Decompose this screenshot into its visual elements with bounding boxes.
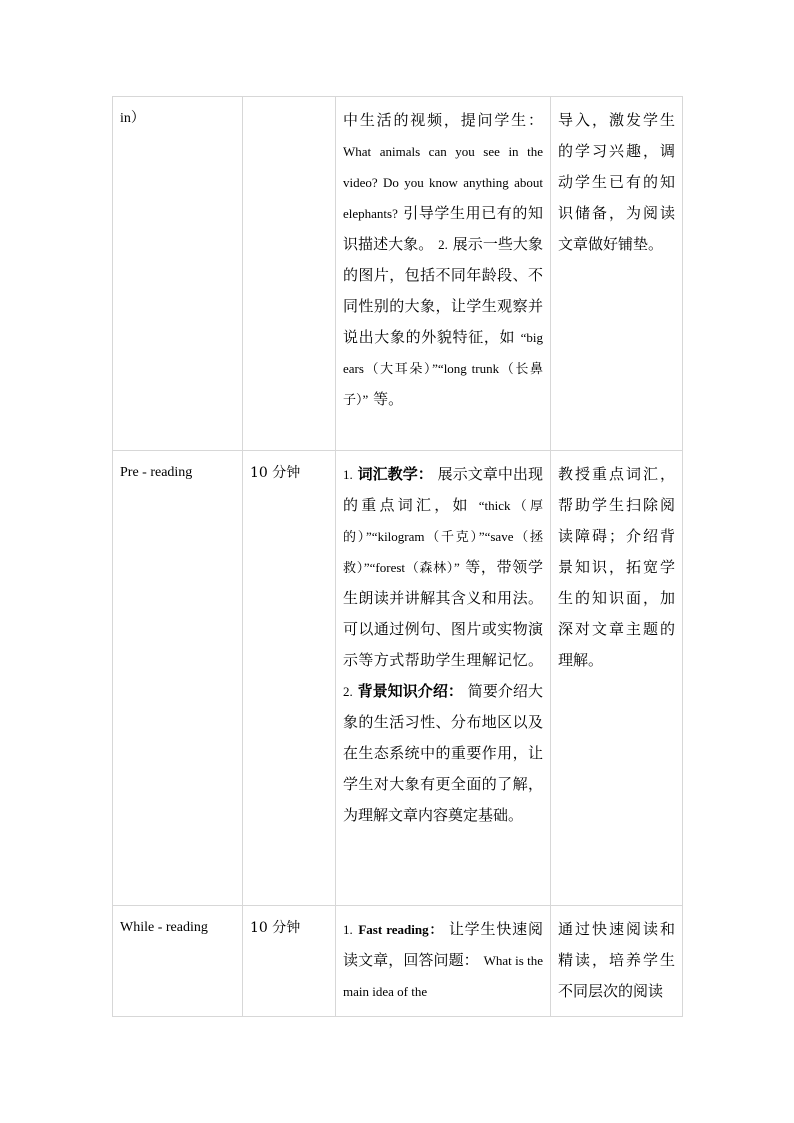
lesson-plan-table (112, 96, 683, 1017)
activity-text (336, 906, 550, 1007)
time-cell (243, 906, 336, 1017)
activity-text-part: 等。 (373, 390, 404, 408)
activity-step-number: 2. (343, 684, 353, 699)
activity-step-number: 2. (438, 237, 448, 252)
activity-cell (336, 451, 551, 906)
purpose-cell (551, 906, 683, 1017)
time-label: 10 分钟 (250, 920, 301, 936)
stage-cell (113, 906, 243, 1017)
activity-step-heading: Fast reading： (358, 922, 444, 937)
purpose-text: 通过快速阅读和精读，培养学生不同层次的阅读 (558, 920, 675, 1000)
purpose-cell (551, 97, 683, 451)
stage-label: Pre - reading (120, 465, 193, 480)
activity-vocabulary-examples: “big ears（大耳朵）”“long trunk（长鼻子）” (343, 330, 543, 407)
time-label: 10 分钟 (250, 465, 301, 481)
activity-text-part: 展示一些大象的图片，包括不同年龄段、不同性别的大象，让学生观察并说出大象的外貌特征，如 (343, 235, 543, 346)
activity-text-part: 让学生快速阅读文章，回答问题： (343, 920, 543, 969)
activity-text-part: 展示文章中出现的重点词汇，如 (343, 465, 543, 514)
activity-text-part: 简要介绍大象的生活习性、分布地区以及在生态系统中的重要作用，让学生对大象有更全面的了解，为理解文章内容奠定基础。 (343, 682, 543, 824)
activity-step-heading: 词汇教学： (357, 465, 433, 483)
activity-cell (336, 97, 551, 451)
purpose-cell (551, 451, 683, 906)
activity-text (336, 451, 550, 831)
activity-text-part: 等，带领学生朗读并讲解其含义和用法。可以通过例句、图片或实物演示等方式帮助学生理解记忆。 (343, 558, 543, 669)
table-row (113, 906, 683, 1017)
stage-cell (113, 97, 243, 451)
activity-english-question: What animals can you see in the video? Do you know anything about elephants? (343, 144, 543, 221)
stage-label: in） (120, 111, 145, 126)
purpose-text: 导入，激发学生的学习兴趣，调动学生已有的知识储备，为阅读文章做好铺垫。 (558, 111, 675, 253)
activity-vocabulary-examples: “thick（厚的）”“kilogram（千克）”“save（拯救）”“forest（森林）” (343, 498, 543, 575)
purpose-text: 教授重点词汇，帮助学生扫除阅读障碍；介绍背景知识，拓宽学生的知识面，加深对文章主题的理解。 (558, 465, 675, 669)
stage-label: While - reading (120, 920, 208, 935)
table-row (113, 451, 683, 906)
time-cell (243, 451, 336, 906)
activity-step-heading: 背景知识介绍： (357, 682, 463, 700)
table-row (113, 97, 683, 451)
activity-text-part: 中生活的视频，提问学生： (343, 111, 543, 129)
time-label (243, 97, 335, 105)
activity-step-number: 1. (343, 922, 353, 937)
activity-english-question: What is the main idea of the (343, 953, 543, 999)
time-cell (243, 97, 336, 451)
activity-cell (336, 906, 551, 1017)
activity-step-number: 1. (343, 467, 353, 482)
activity-text (336, 97, 550, 415)
activity-text-part: 引导学生用已有的知识描述大象。 (343, 204, 543, 253)
stage-cell (113, 451, 243, 906)
